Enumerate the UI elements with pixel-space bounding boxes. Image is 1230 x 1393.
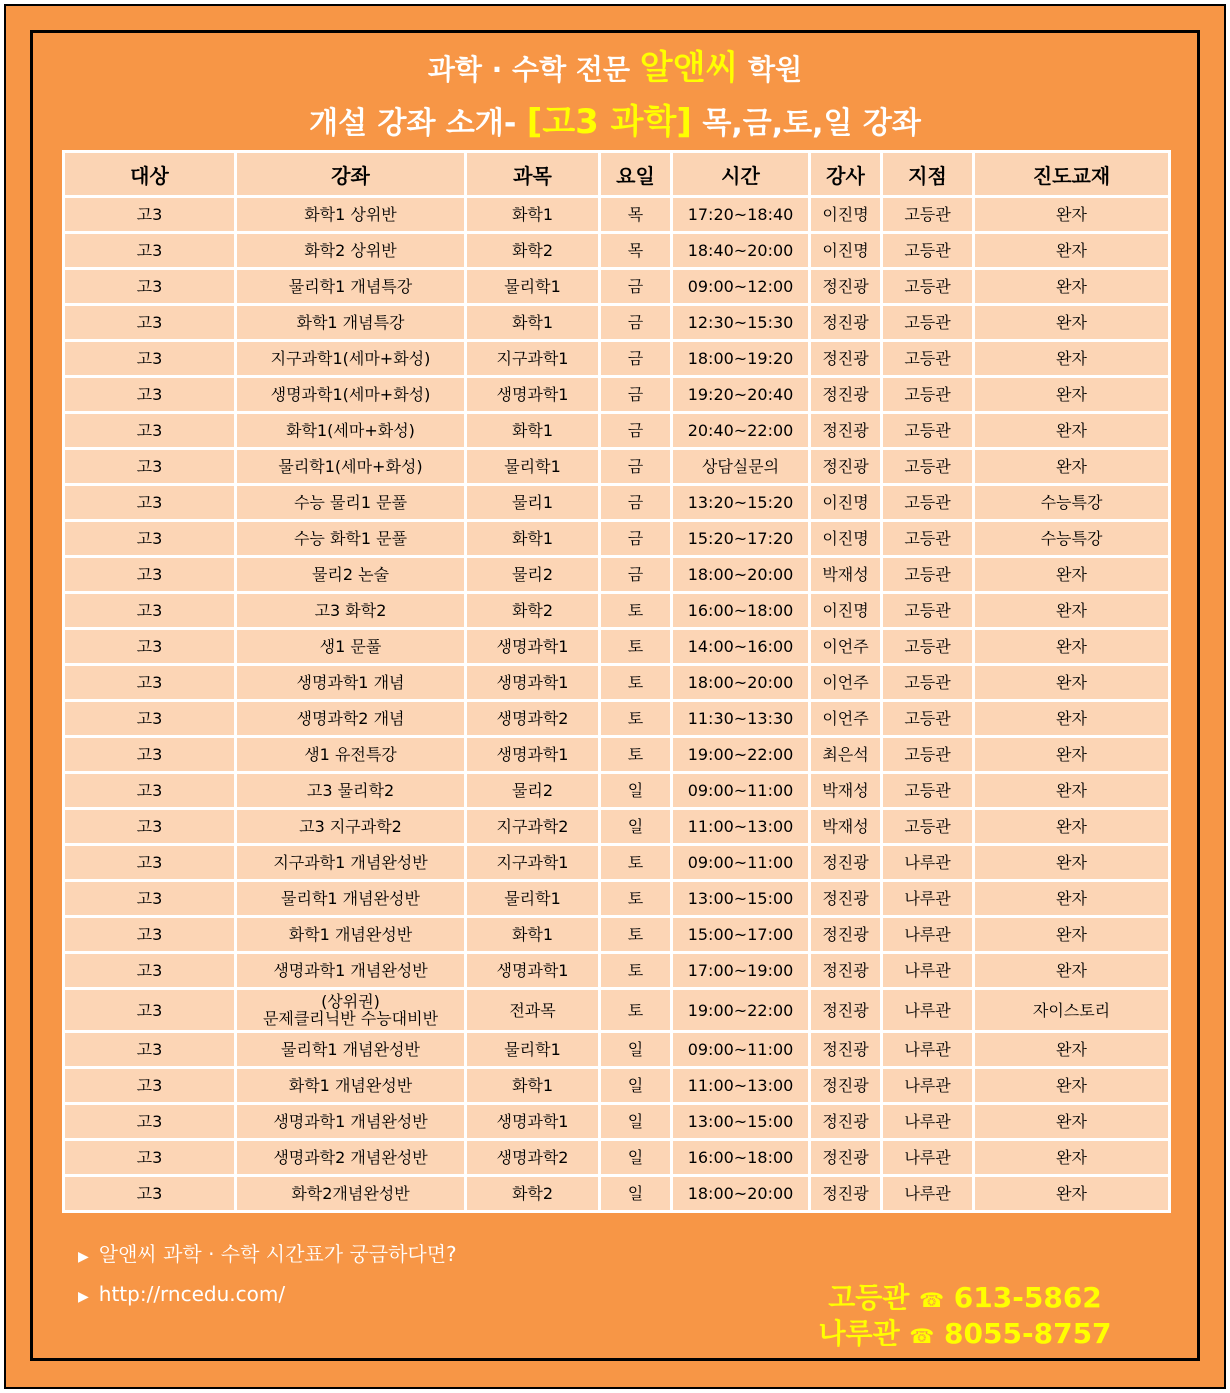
table-cell: 정진광 [810, 1176, 882, 1212]
table-cell: 20:40~22:00 [672, 413, 810, 449]
table-cell: 이진명 [810, 485, 882, 521]
table-cell: 완자 [974, 845, 1170, 881]
table-cell: 금 [600, 413, 672, 449]
table-cell: 수능특강 [974, 521, 1170, 557]
table-cell: 완자 [974, 1176, 1170, 1212]
table-cell: 고3 [64, 737, 236, 773]
table-cell: 정진광 [810, 1068, 882, 1104]
table-cell: 지구과학2 [466, 809, 600, 845]
table-cell: 15:20~17:20 [672, 521, 810, 557]
table-cell: 완자 [974, 701, 1170, 737]
column-header: 지점 [882, 152, 974, 197]
table-cell: 19:00~22:00 [672, 737, 810, 773]
phone-icon: ☎ [919, 1288, 945, 1312]
branch1-phone: 613-5862 [953, 1281, 1102, 1314]
table-cell: 전과목 [466, 989, 600, 1032]
table-cell: 생명과학1 [466, 629, 600, 665]
table-cell: 완자 [974, 197, 1170, 233]
table-cell: 고등관 [882, 197, 974, 233]
arrow-icon: ▶ [78, 1249, 89, 1265]
table-cell: 11:30~13:30 [672, 701, 810, 737]
table-cell: 토 [600, 845, 672, 881]
table-cell: 완자 [974, 809, 1170, 845]
table-cell: 고3 [64, 233, 236, 269]
table-cell: 나루관 [882, 1176, 974, 1212]
table-cell: 완자 [974, 953, 1170, 989]
table-row [64, 197, 1170, 233]
subtitle-highlight: [고3 과학] [526, 102, 692, 142]
table-cell: 12:30~15:30 [672, 305, 810, 341]
table-cell: 일 [600, 1032, 672, 1068]
column-header: 시간 [672, 152, 810, 197]
table-cell: 고3 [64, 773, 236, 809]
table-cell: 토 [600, 665, 672, 701]
table-cell: 고3 [64, 917, 236, 953]
table-cell: 09:00~11:00 [672, 845, 810, 881]
table-cell: 생명과학1(세마+화성) [236, 377, 466, 413]
table-cell: 박재성 [810, 557, 882, 593]
table-cell: 18:00~19:20 [672, 341, 810, 377]
table-header-row [64, 152, 1170, 197]
table-cell: 금 [600, 305, 672, 341]
table-cell: 금 [600, 521, 672, 557]
table-cell: 11:00~13:00 [672, 809, 810, 845]
header-line-2 [0, 94, 1230, 143]
table-cell: 정진광 [810, 341, 882, 377]
table-cell: 19:00~22:00 [672, 989, 810, 1032]
table-cell: 일 [600, 1176, 672, 1212]
table-cell: 일 [600, 1140, 672, 1176]
table-row [64, 629, 1170, 665]
table-cell: 정진광 [810, 269, 882, 305]
table-cell: 생명과학1 [466, 953, 600, 989]
table-cell: 이진명 [810, 233, 882, 269]
table-cell: 화학2 [466, 593, 600, 629]
table-cell: 물리1 [466, 485, 600, 521]
table-cell: 물리학1(세마+화성) [236, 449, 466, 485]
table-cell: 완자 [974, 593, 1170, 629]
table-cell: 화학1 개념완성반 [236, 917, 466, 953]
table-cell: 13:00~15:00 [672, 1104, 810, 1140]
branch1-name: 고등관 [828, 1281, 910, 1314]
table-cell: 물리학1 개념특강 [236, 269, 466, 305]
table-cell: 최은석 [810, 737, 882, 773]
table-cell: 고3 [64, 557, 236, 593]
table-cell: 고등관 [882, 341, 974, 377]
table-cell: 금 [600, 341, 672, 377]
table-cell: 완자 [974, 917, 1170, 953]
table-cell: 완자 [974, 629, 1170, 665]
table-cell: 일 [600, 773, 672, 809]
table-cell: 정진광 [810, 413, 882, 449]
table-cell: 고3 화학2 [236, 593, 466, 629]
table-row [64, 773, 1170, 809]
table-row [64, 1032, 1170, 1068]
table-cell: 완자 [974, 557, 1170, 593]
table-cell: 일 [600, 1104, 672, 1140]
column-header: 과목 [466, 152, 600, 197]
table-cell: 18:00~20:00 [672, 557, 810, 593]
table-cell: 화학2 [466, 1176, 600, 1212]
table-cell: 지구과학1 [466, 845, 600, 881]
table-cell: 화학1 상위반 [236, 197, 466, 233]
table-row [64, 557, 1170, 593]
table-cell: 나루관 [882, 989, 974, 1032]
table-cell: 정진광 [810, 377, 882, 413]
table-cell: 정진광 [810, 845, 882, 881]
column-header: 요일 [600, 152, 672, 197]
table-cell: 토 [600, 881, 672, 917]
table-row [64, 233, 1170, 269]
table-cell: 화학2개념완성반 [236, 1176, 466, 1212]
table-cell: 지구과학1(세마+화성) [236, 341, 466, 377]
table-cell: 일 [600, 1068, 672, 1104]
table-cell: 생1 문풀 [236, 629, 466, 665]
table-cell: 나루관 [882, 1032, 974, 1068]
branch2-phone: 8055-8757 [944, 1317, 1112, 1350]
table-cell: 이진명 [810, 521, 882, 557]
table-cell: 고3 [64, 1140, 236, 1176]
schedule-table [62, 150, 1171, 1213]
table-cell: 물리학1 개념완성반 [236, 1032, 466, 1068]
table-cell: 완자 [974, 881, 1170, 917]
table-cell: 나루관 [882, 1104, 974, 1140]
table-row [64, 701, 1170, 737]
table-cell: 생명과학1 [466, 377, 600, 413]
table-cell: 완자 [974, 341, 1170, 377]
table-row [64, 449, 1170, 485]
table-cell: 목 [600, 233, 672, 269]
table-cell: 13:00~15:00 [672, 881, 810, 917]
table-row [64, 1176, 1170, 1212]
table-cell: 화학1(세마+화성) [236, 413, 466, 449]
table-cell: 박재성 [810, 809, 882, 845]
table-cell: 09:00~11:00 [672, 1032, 810, 1068]
table-cell: 토 [600, 953, 672, 989]
table-cell: 18:00~20:00 [672, 665, 810, 701]
table-cell: 고3 [64, 305, 236, 341]
table-cell: 고3 [64, 521, 236, 557]
table-cell: 고등관 [882, 305, 974, 341]
table-cell: 생명과학2 [466, 701, 600, 737]
table-cell: 완자 [974, 1140, 1170, 1176]
table-cell: 토 [600, 737, 672, 773]
table-cell: 고3 [64, 1176, 236, 1212]
table-cell: 상담실문의 [672, 449, 810, 485]
table-cell: 고등관 [882, 701, 974, 737]
table-cell: 수능 화학1 문풀 [236, 521, 466, 557]
table-cell: 화학1 [466, 917, 600, 953]
table-cell: 화학1 [466, 413, 600, 449]
table-cell: 17:00~19:00 [672, 953, 810, 989]
table-cell: 화학2 상위반 [236, 233, 466, 269]
table-row [64, 593, 1170, 629]
table-cell: 완자 [974, 773, 1170, 809]
table-cell: 완자 [974, 665, 1170, 701]
table-cell: 이언주 [810, 629, 882, 665]
table-cell: 18:00~20:00 [672, 1176, 810, 1212]
table-cell: 17:20~18:40 [672, 197, 810, 233]
timetable-text: 알앤씨 과학 · 수학 시간표가 궁금하다면? [98, 1242, 457, 1266]
table-cell: 고등관 [882, 629, 974, 665]
column-header: 대상 [64, 152, 236, 197]
table-cell: 완자 [974, 1068, 1170, 1104]
table-cell: 물리학1 [466, 269, 600, 305]
table-cell: 나루관 [882, 1068, 974, 1104]
table-cell: 고등관 [882, 773, 974, 809]
branch2-name: 나루관 [818, 1317, 900, 1350]
table-cell: 정진광 [810, 1104, 882, 1140]
table-body [64, 197, 1170, 1212]
table-cell: 화학1 [466, 521, 600, 557]
table-cell: 09:00~11:00 [672, 773, 810, 809]
table-cell: 고3 [64, 1068, 236, 1104]
website-link[interactable] [78, 1282, 285, 1306]
table-cell: 나루관 [882, 845, 974, 881]
table-cell: 고3 [64, 197, 236, 233]
table-cell: 고3 [64, 989, 236, 1032]
table-cell: 19:20~20:40 [672, 377, 810, 413]
table-cell: 생명과학1 [466, 1104, 600, 1140]
table-row [64, 377, 1170, 413]
table-cell: 금 [600, 485, 672, 521]
subtitle-prefix: 개설 강좌 소개- [309, 106, 517, 141]
table-cell: 완자 [974, 305, 1170, 341]
table-cell: 완자 [974, 1104, 1170, 1140]
table-cell: 09:00~12:00 [672, 269, 810, 305]
brand-name: 알앤씨 [639, 48, 739, 88]
table-cell: 고3 [64, 845, 236, 881]
branch1-contact [800, 1276, 1130, 1316]
table-row [64, 269, 1170, 305]
table-cell: 생명과학2 [466, 1140, 600, 1176]
table-cell: 고등관 [882, 593, 974, 629]
table-cell: 목 [600, 197, 672, 233]
table-cell: 정진광 [810, 1032, 882, 1068]
table-cell: 물리학1 [466, 881, 600, 917]
table-cell: 정진광 [810, 989, 882, 1032]
table-row [64, 341, 1170, 377]
table-cell: 지구과학1 [466, 341, 600, 377]
phone-icon: ☎ [909, 1324, 935, 1348]
branch2-contact [800, 1312, 1130, 1352]
table-cell: 생명과학1 개념 [236, 665, 466, 701]
table-cell: 정진광 [810, 1140, 882, 1176]
table-cell: 고3 [64, 593, 236, 629]
table-cell: 완자 [974, 737, 1170, 773]
table-row [64, 737, 1170, 773]
table-cell: 화학1 [466, 305, 600, 341]
table-cell: 정진광 [810, 953, 882, 989]
table-cell: 생명과학1 개념완성반 [236, 1104, 466, 1140]
table-cell: 고3 [64, 665, 236, 701]
table-cell: 물리학1 [466, 1032, 600, 1068]
table-cell: 16:00~18:00 [672, 1140, 810, 1176]
table-row [64, 305, 1170, 341]
table-cell: 물리학1 [466, 449, 600, 485]
table-cell: 고3 [64, 269, 236, 305]
table-row [64, 809, 1170, 845]
table-cell: 13:20~15:20 [672, 485, 810, 521]
table-row [64, 413, 1170, 449]
table-row [64, 665, 1170, 701]
table-row [64, 989, 1170, 1032]
table-row [64, 881, 1170, 917]
table-cell: 정진광 [810, 917, 882, 953]
column-header: 강좌 [236, 152, 466, 197]
table-cell: 고3 [64, 953, 236, 989]
table-cell: 화학1 개념특강 [236, 305, 466, 341]
table-row [64, 521, 1170, 557]
table-cell: 토 [600, 989, 672, 1032]
table-cell: 고등관 [882, 413, 974, 449]
table-cell: 토 [600, 593, 672, 629]
table-row [64, 1140, 1170, 1176]
table-cell: 이진명 [810, 197, 882, 233]
table-cell: (상위권) 문제클리닉반 수능대비반 [236, 989, 466, 1032]
table-cell: 생1 유전특강 [236, 737, 466, 773]
table-cell: 이언주 [810, 701, 882, 737]
table-cell: 고3 [64, 1032, 236, 1068]
table-cell: 정진광 [810, 449, 882, 485]
table-row [64, 1068, 1170, 1104]
table-cell: 완자 [974, 1032, 1170, 1068]
table-cell: 금 [600, 377, 672, 413]
table-row [64, 917, 1170, 953]
table-cell: 이언주 [810, 665, 882, 701]
table-cell: 생명과학1 개념완성반 [236, 953, 466, 989]
table-cell: 고등관 [882, 737, 974, 773]
table-cell: 고등관 [882, 521, 974, 557]
table-cell: 고3 [64, 809, 236, 845]
table-cell: 완자 [974, 377, 1170, 413]
website-url[interactable]: http://rncedu.com/ [98, 1282, 286, 1306]
arrow-icon: ▶ [78, 1289, 89, 1305]
table-row [64, 1104, 1170, 1140]
table-cell: 생명과학2 개념완성반 [236, 1140, 466, 1176]
table-row [64, 953, 1170, 989]
table-cell: 고등관 [882, 449, 974, 485]
table-cell: 토 [600, 629, 672, 665]
table-cell: 나루관 [882, 953, 974, 989]
table-cell: 고등관 [882, 557, 974, 593]
table-cell: 완자 [974, 233, 1170, 269]
table-cell: 금 [600, 557, 672, 593]
table-cell: 정진광 [810, 305, 882, 341]
table-cell: 화학1 개념완성반 [236, 1068, 466, 1104]
table-cell: 일 [600, 809, 672, 845]
table-cell: 물리학1 개념완성반 [236, 881, 466, 917]
table-cell: 고등관 [882, 809, 974, 845]
table-cell: 15:00~17:00 [672, 917, 810, 953]
table-cell: 고3 [64, 377, 236, 413]
table-cell: 고등관 [882, 233, 974, 269]
timetable-link[interactable] [78, 1238, 457, 1267]
table-cell: 박재성 [810, 773, 882, 809]
table-cell: 16:00~18:00 [672, 593, 810, 629]
table-cell: 고3 [64, 449, 236, 485]
column-header: 진도교재 [974, 152, 1170, 197]
table-cell: 물리2 [466, 773, 600, 809]
table-cell: 물리2 [466, 557, 600, 593]
table-cell: 화학1 [466, 1068, 600, 1104]
table-cell: 고등관 [882, 665, 974, 701]
table-cell: 고등관 [882, 377, 974, 413]
table-cell: 물리2 논술 [236, 557, 466, 593]
table-cell: 고3 [64, 341, 236, 377]
header-line-1 [0, 40, 1230, 89]
subtitle-suffix: 목,금,토,일 강좌 [702, 106, 921, 141]
table-cell: 생명과학1 [466, 737, 600, 773]
table-cell: 14:00~16:00 [672, 629, 810, 665]
table-row [64, 485, 1170, 521]
table-cell: 정진광 [810, 881, 882, 917]
table-cell: 고3 [64, 485, 236, 521]
table-cell: 생명과학2 개념 [236, 701, 466, 737]
header-suffix: 학원 [748, 53, 803, 86]
table-cell: 자이스토리 [974, 989, 1170, 1032]
header-prefix: 과학 · 수학 전문 [427, 53, 630, 86]
table-cell: 토 [600, 701, 672, 737]
table-cell: 화학1 [466, 197, 600, 233]
table-cell: 금 [600, 269, 672, 305]
table-cell: 나루관 [882, 917, 974, 953]
table-cell: 고등관 [882, 269, 974, 305]
table-cell: 고3 [64, 629, 236, 665]
table-cell: 완자 [974, 449, 1170, 485]
table-cell: 고3 [64, 1104, 236, 1140]
column-header: 강사 [810, 152, 882, 197]
table-cell: 금 [600, 449, 672, 485]
table-row [64, 845, 1170, 881]
table-cell: 수능 물리1 문풀 [236, 485, 466, 521]
table-cell: 나루관 [882, 881, 974, 917]
table-cell: 고3 지구과학2 [236, 809, 466, 845]
table-cell: 완자 [974, 269, 1170, 305]
table-cell: 지구과학1 개념완성반 [236, 845, 466, 881]
table-cell: 고3 [64, 881, 236, 917]
table-cell: 완자 [974, 413, 1170, 449]
table-cell: 고3 [64, 701, 236, 737]
table-cell: 18:40~20:00 [672, 233, 810, 269]
table-cell: 11:00~13:00 [672, 1068, 810, 1104]
table-cell: 고3 물리학2 [236, 773, 466, 809]
table-cell: 나루관 [882, 1140, 974, 1176]
table-cell: 이진명 [810, 593, 882, 629]
table-cell: 고등관 [882, 485, 974, 521]
table-cell: 수능특강 [974, 485, 1170, 521]
table-cell: 생명과학1 [466, 665, 600, 701]
table-cell: 화학2 [466, 233, 600, 269]
table-cell: 토 [600, 917, 672, 953]
table-cell: 고3 [64, 413, 236, 449]
